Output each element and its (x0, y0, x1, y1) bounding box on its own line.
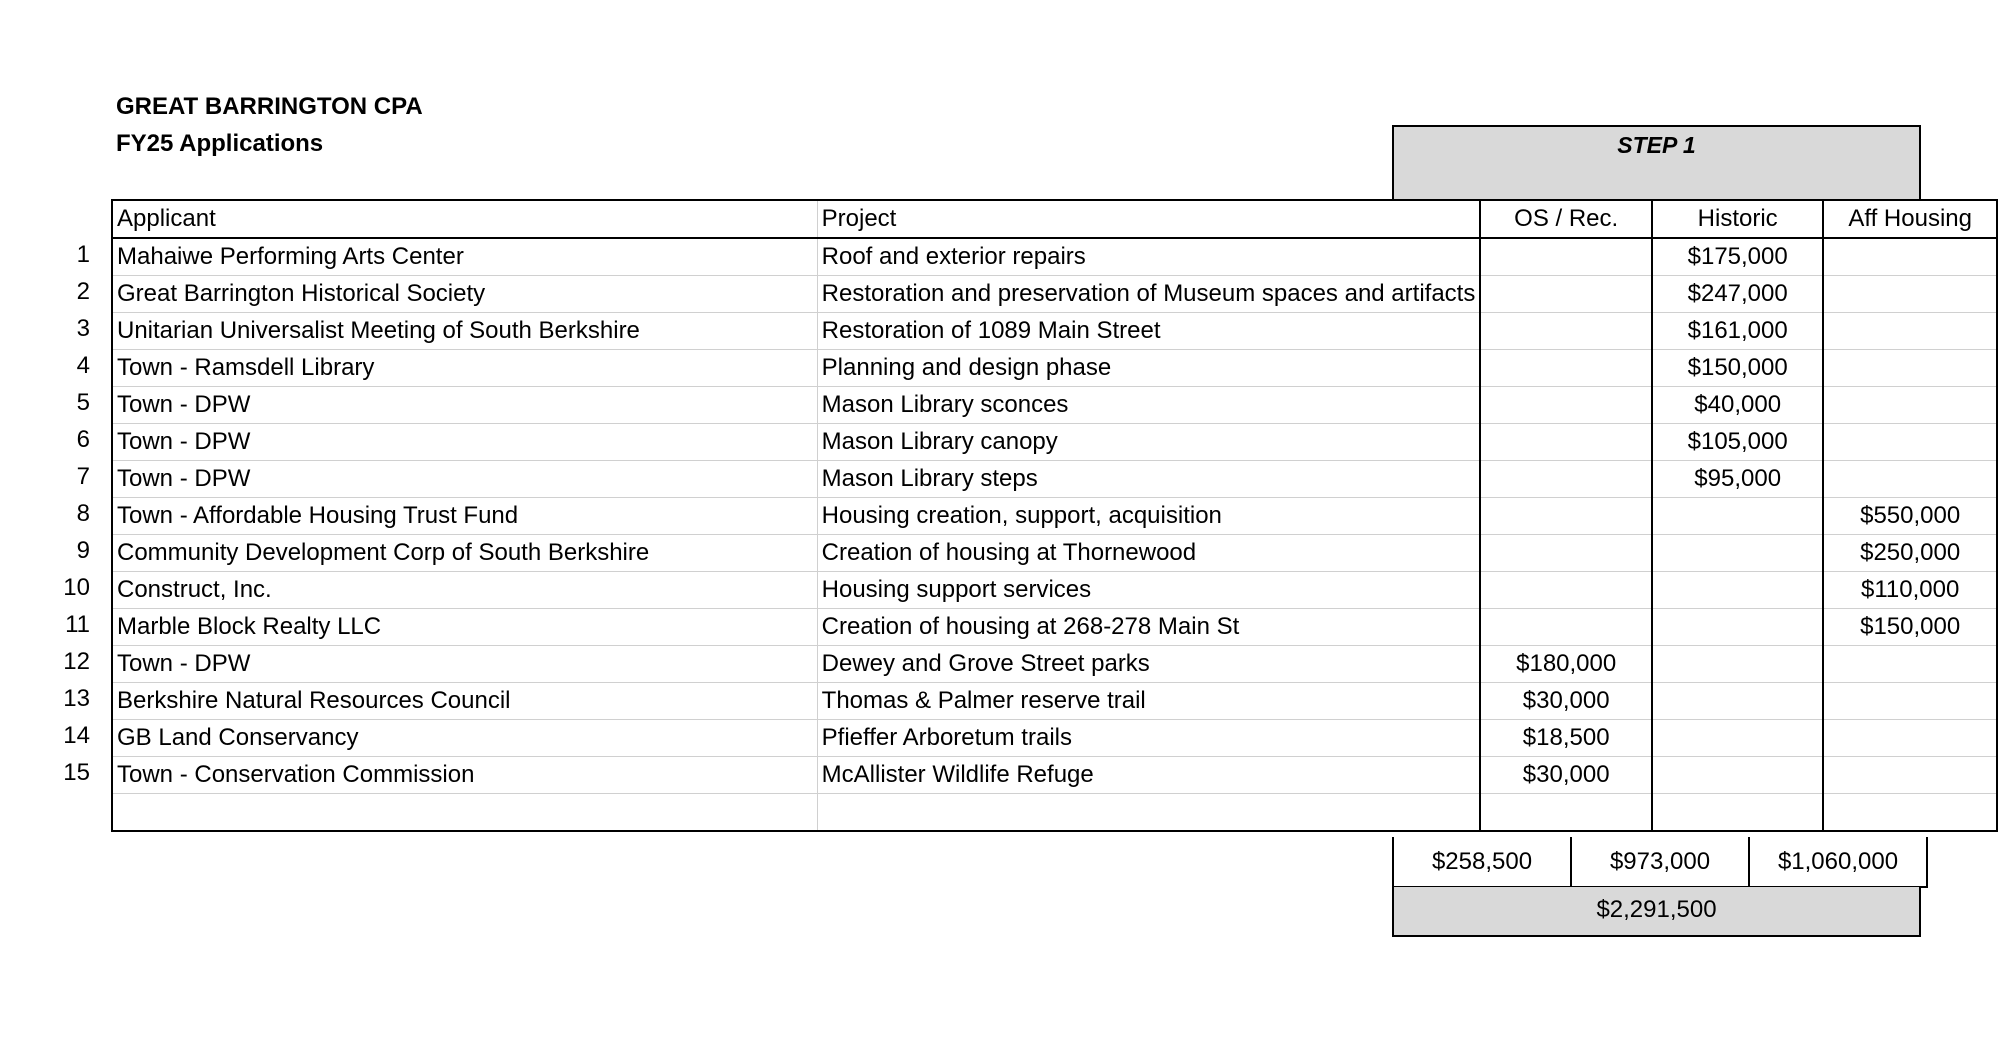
project-cell-text: Housing support services (821, 576, 1092, 603)
table-row (112, 350, 1997, 387)
table-row (112, 313, 1997, 350)
aff-housing-cell[interactable] (1823, 387, 1997, 424)
os-rec-cell[interactable] (1480, 424, 1652, 461)
historic-cell[interactable] (1652, 387, 1823, 424)
applicant-cell-text: Mahaiwe Performing Arts Center (117, 243, 464, 270)
historic-cell[interactable] (1652, 350, 1823, 387)
os-rec-cell[interactable] (1480, 757, 1652, 794)
total-aff-housing[interactable]: $1,060,000 (1749, 837, 1927, 887)
applicant-cell-text: Town - Conservation Commission (117, 761, 475, 788)
os-rec-cell[interactable] (1480, 720, 1652, 757)
column-header-aff-housing[interactable]: Aff Housing (1823, 200, 1997, 238)
os-rec-cell-text: $30,000 (1522, 687, 1610, 714)
sheet-subtitle: FY25 Applications (116, 130, 324, 157)
historic-cell-text: $161,000 (1687, 317, 1788, 344)
applicant-cell-text: Town - DPW (117, 391, 251, 418)
row-number: 5 (76, 389, 90, 416)
applicant-cell-text: Town - Affordable Housing Trust Fund (117, 502, 519, 529)
project-cell[interactable] (817, 720, 1480, 757)
applicant-cell[interactable] (112, 720, 817, 757)
applicant-cell[interactable] (112, 609, 817, 646)
aff-housing-cell[interactable] (1823, 609, 1997, 646)
historic-cell-text: $247,000 (1687, 280, 1788, 307)
historic-cell[interactable] (1652, 609, 1823, 646)
os-rec-cell[interactable] (1480, 646, 1652, 683)
table-row (112, 424, 1997, 461)
project-cell[interactable] (817, 424, 1480, 461)
project-cell[interactable] (817, 572, 1480, 609)
table-row (112, 276, 1997, 313)
historic-cell[interactable] (1652, 720, 1823, 757)
project-cell-text: Mason Library steps (821, 465, 1038, 492)
applicant-cell[interactable] (112, 757, 817, 794)
applicant-cell[interactable] (112, 683, 817, 720)
applicant-cell-text: Great Barrington Historical Society (117, 280, 486, 307)
project-cell-text: Restoration of 1089 Main Street (821, 317, 1161, 344)
applicant-cell[interactable] (112, 276, 817, 313)
aff-housing-cell-text: $250,000 (1860, 539, 1961, 566)
project-cell[interactable] (817, 387, 1480, 424)
os-rec-cell[interactable] (1480, 609, 1652, 646)
table-row (112, 572, 1997, 609)
historic-cell-text: $175,000 (1687, 243, 1788, 270)
project-cell-text: Housing creation, support, acquisition (821, 502, 1222, 529)
row-number: 6 (76, 426, 90, 453)
project-cell-text: Pfieffer Arboretum trails (821, 724, 1072, 751)
aff-housing-cell[interactable] (1823, 276, 1997, 313)
project-cell[interactable] (817, 757, 1480, 794)
applicant-cell-empty[interactable] (112, 794, 817, 831)
project-cell[interactable] (817, 461, 1480, 498)
column-header-applicant[interactable]: Applicant (112, 200, 817, 238)
row-number: 15 (63, 759, 90, 786)
project-cell[interactable] (817, 350, 1480, 387)
aff-housing-cell[interactable] (1823, 461, 1997, 498)
table-row (112, 461, 1997, 498)
column-totals (1392, 837, 1928, 888)
aff-housing-cell[interactable] (1823, 720, 1997, 757)
historic-cell[interactable] (1652, 535, 1823, 572)
applicant-cell[interactable] (112, 572, 817, 609)
os-rec-cell[interactable] (1480, 683, 1652, 720)
project-cell[interactable] (817, 498, 1480, 535)
applicant-cell[interactable] (112, 646, 817, 683)
os-rec-cell[interactable] (1480, 461, 1652, 498)
os-rec-cell-text: $30,000 (1522, 761, 1610, 788)
row-number: 2 (76, 278, 90, 305)
historic-cell[interactable] (1652, 757, 1823, 794)
table-row (112, 498, 1997, 535)
historic-cell[interactable] (1652, 683, 1823, 720)
project-cell-text: Creation of housing at 268-278 Main St (821, 613, 1240, 640)
historic-cell[interactable] (1652, 498, 1823, 535)
total-historic[interactable]: $973,000 (1571, 837, 1749, 887)
row-number: 4 (76, 352, 90, 379)
applicant-cell-text: Town - DPW (117, 650, 251, 677)
historic-cell[interactable] (1652, 276, 1823, 313)
applicant-cell[interactable] (112, 387, 817, 424)
applicant-cell-text: Community Development Corp of South Berkshire (117, 539, 650, 566)
os-rec-cell[interactable] (1480, 572, 1652, 609)
applicant-cell[interactable] (112, 238, 817, 276)
row-number: 9 (76, 537, 90, 564)
historic-cell[interactable] (1652, 424, 1823, 461)
table-row (112, 387, 1997, 424)
project-cell-text: McAllister Wildlife Refuge (821, 761, 1094, 788)
applicant-cell[interactable] (112, 313, 817, 350)
project-cell-text: Restoration and preservation of Museum spaces and artifacts (821, 280, 1476, 307)
table-row (112, 683, 1997, 720)
header-row (112, 200, 1997, 238)
applications-table (111, 199, 1998, 832)
project-cell[interactable] (817, 535, 1480, 572)
aff-housing-cell[interactable] (1823, 757, 1997, 794)
aff-housing-cell-empty[interactable] (1823, 794, 1997, 831)
applicant-cell-text: Town - DPW (117, 428, 251, 455)
project-cell-text: Planning and design phase (821, 354, 1112, 381)
aff-housing-cell-text: $110,000 (1861, 576, 1960, 603)
row-number: 14 (63, 722, 90, 749)
aff-housing-cell[interactable] (1823, 238, 1997, 276)
row-number: 1 (76, 241, 90, 268)
historic-cell[interactable] (1652, 238, 1823, 276)
historic-cell[interactable] (1652, 646, 1823, 683)
column-header-os-rec[interactable]: OS / Rec. (1480, 200, 1652, 238)
project-cell[interactable] (817, 276, 1480, 313)
aff-housing-cell[interactable] (1823, 683, 1997, 720)
column-header-project[interactable]: Project (817, 200, 1480, 238)
total-os-rec[interactable]: $258,500 (1393, 837, 1571, 887)
applicant-cell-text: Town - Ramsdell Library (117, 354, 375, 381)
os-rec-cell[interactable] (1480, 498, 1652, 535)
row-number: 8 (76, 500, 90, 527)
historic-cell-text: $95,000 (1694, 465, 1782, 492)
step-label: STEP 1 (1617, 132, 1696, 158)
aff-housing-cell-text: $550,000 (1860, 502, 1961, 529)
applicant-cell[interactable] (112, 350, 817, 387)
applicant-cell[interactable] (112, 535, 817, 572)
column-header-historic[interactable]: Historic (1652, 200, 1823, 238)
applicant-cell-text: Town - DPW (117, 465, 251, 492)
applicant-cell[interactable] (112, 498, 817, 535)
applicant-cell-text: Berkshire Natural Resources Council (117, 687, 511, 714)
project-cell-text: Roof and exterior repairs (821, 243, 1086, 270)
os-rec-cell[interactable] (1480, 276, 1652, 313)
os-rec-cell-empty[interactable] (1480, 794, 1652, 831)
os-rec-cell[interactable] (1480, 535, 1652, 572)
project-cell[interactable] (817, 683, 1480, 720)
aff-housing-cell[interactable] (1823, 572, 1997, 609)
project-cell[interactable] (817, 313, 1480, 350)
project-cell-text: Thomas & Palmer reserve trail (821, 687, 1146, 714)
row-number: 7 (76, 463, 90, 490)
project-cell-empty[interactable] (817, 794, 1480, 831)
table-row (112, 720, 1997, 757)
grand-total[interactable]: $2,291,500 (1392, 887, 1921, 937)
row-number: 11 (65, 611, 90, 638)
applicant-cell-text: Marble Block Realty LLC (117, 613, 382, 640)
project-cell[interactable] (817, 609, 1480, 646)
historic-cell-text: $150,000 (1687, 354, 1788, 381)
historic-cell[interactable] (1652, 572, 1823, 609)
aff-housing-cell[interactable] (1823, 535, 1997, 572)
project-cell-text: Creation of housing at Thornewood (821, 539, 1197, 566)
empty-row (112, 794, 1997, 831)
os-rec-cell-text: $18,500 (1522, 724, 1610, 751)
os-rec-cell[interactable] (1480, 387, 1652, 424)
row-number: 13 (63, 685, 90, 712)
sheet-title: GREAT BARRINGTON CPA (116, 93, 423, 120)
row-number: 12 (63, 648, 90, 675)
project-cell[interactable] (817, 238, 1480, 276)
historic-cell-text: $40,000 (1694, 391, 1782, 418)
historic-cell[interactable] (1652, 313, 1823, 350)
applicant-cell[interactable] (112, 461, 817, 498)
aff-housing-cell[interactable] (1823, 424, 1997, 461)
applicant-cell[interactable] (112, 424, 817, 461)
aff-housing-cell-text: $150,000 (1860, 613, 1961, 640)
table-row (112, 757, 1997, 794)
historic-cell[interactable] (1652, 461, 1823, 498)
os-rec-cell[interactable] (1480, 350, 1652, 387)
os-rec-cell[interactable] (1480, 238, 1652, 276)
table-row (112, 238, 1997, 276)
historic-cell-empty[interactable] (1652, 794, 1823, 831)
os-rec-cell[interactable] (1480, 313, 1652, 350)
aff-housing-cell[interactable] (1823, 646, 1997, 683)
row-number: 3 (76, 315, 90, 342)
project-cell-text: Mason Library sconces (821, 391, 1069, 418)
step-header (1392, 125, 1921, 201)
aff-housing-cell[interactable] (1823, 313, 1997, 350)
aff-housing-cell[interactable] (1823, 350, 1997, 387)
applicant-cell-text: Unitarian Universalist Meeting of South Berkshire (117, 317, 640, 344)
historic-cell-text: $105,000 (1687, 428, 1788, 455)
table-row (112, 535, 1997, 572)
os-rec-cell-text: $180,000 (1516, 650, 1617, 677)
project-cell[interactable] (817, 646, 1480, 683)
applicant-cell-text: Construct, Inc. (117, 576, 272, 603)
project-cell-text: Dewey and Grove Street parks (821, 650, 1150, 677)
table-row (112, 609, 1997, 646)
row-number: 10 (63, 574, 90, 601)
table-row (112, 646, 1997, 683)
project-cell-text: Mason Library canopy (821, 428, 1058, 455)
applicant-cell-text: GB Land Conservancy (117, 724, 359, 751)
aff-housing-cell[interactable] (1823, 498, 1997, 535)
